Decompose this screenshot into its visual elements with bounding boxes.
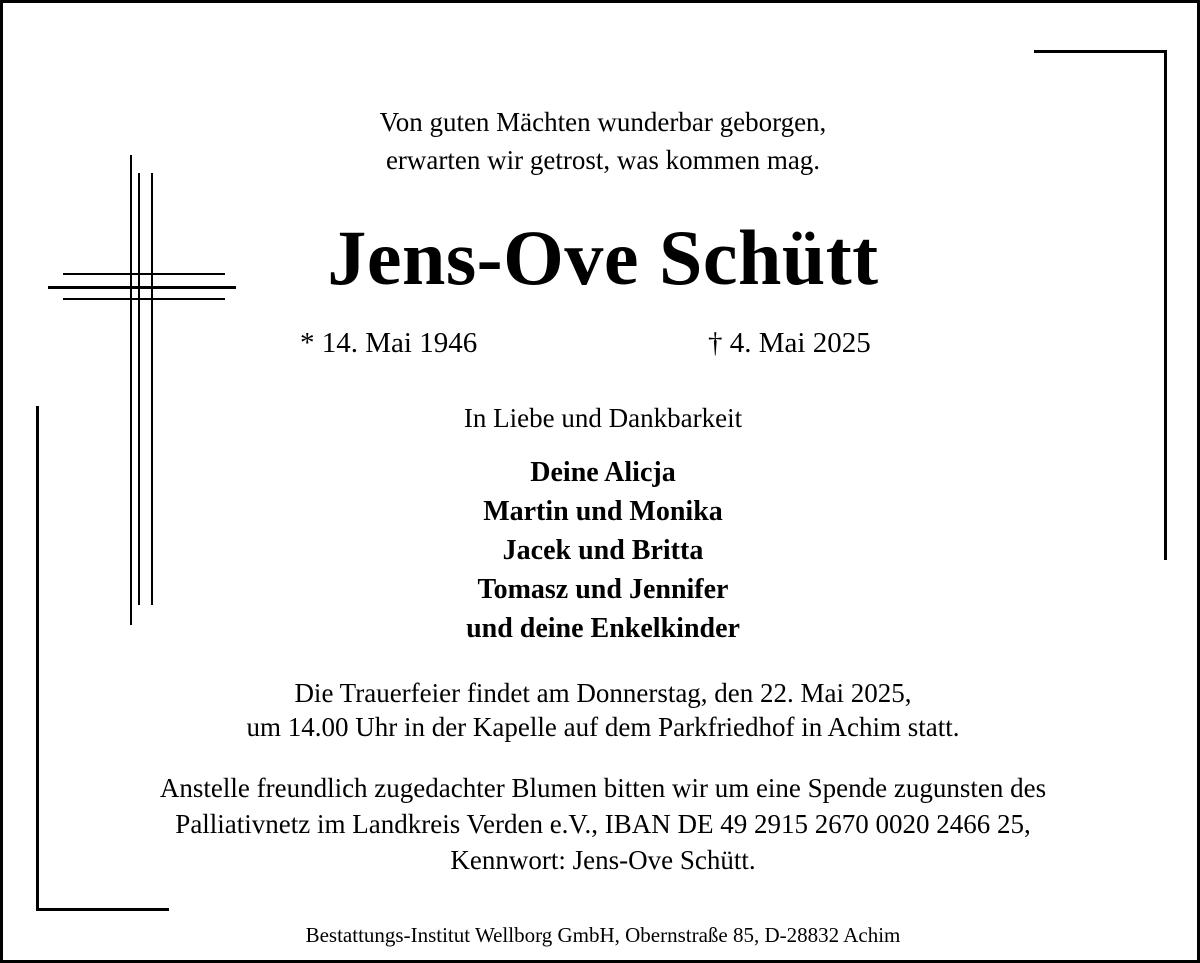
donation-line-3: Kennwort: Jens-Ove Schütt.: [450, 845, 756, 875]
mourner-name: Deine Alicja: [530, 457, 676, 488]
funeral-home-footer: Bestattungs-Institut Wellborg GmbH, Obernstraße 85, D-28832 Achim: [305, 923, 901, 947]
death-date: † 4. Mai 2025: [708, 327, 871, 359]
mourner-name: Martin und Monika: [483, 496, 723, 527]
mourner-name: und deine Enkelkinder: [466, 613, 740, 644]
mourners-intro: In Liebe und Dankbarkeit: [463, 403, 743, 433]
birth-date: * 14. Mai 1946: [300, 327, 478, 359]
ceremony-line-2: um 14.00 Uhr in der Kapelle auf dem Parkfriedhof in Achim statt.: [246, 712, 960, 742]
mourner-name: Jacek und Britta: [502, 535, 704, 566]
donation-line-2: Palliativnetz im Landkreis Verden e.V., IBAN DE 49 2915 2670 0020 2466 25,: [175, 809, 1031, 839]
top-right-bracket-horizontal: [1034, 50, 1167, 53]
motto-line-2: erwarten wir getrost, was kommen mag.: [385, 145, 821, 175]
mourner-name: Tomasz und Jennifer: [477, 574, 729, 605]
deceased-name: Jens-Ove Schütt: [327, 214, 879, 301]
motto-line-1: Von guten Mächten wunderbar geborgen,: [379, 107, 827, 137]
bottom-left-bracket-horizontal: [36, 908, 169, 911]
donation-line-1: Anstelle freundlich zugedachter Blumen bitten wir um eine Spende zugunsten des: [159, 773, 1047, 803]
ceremony-line-1: Die Trauerfeier findet am Donnerstag, den 22. Mai 2025,: [294, 678, 912, 708]
